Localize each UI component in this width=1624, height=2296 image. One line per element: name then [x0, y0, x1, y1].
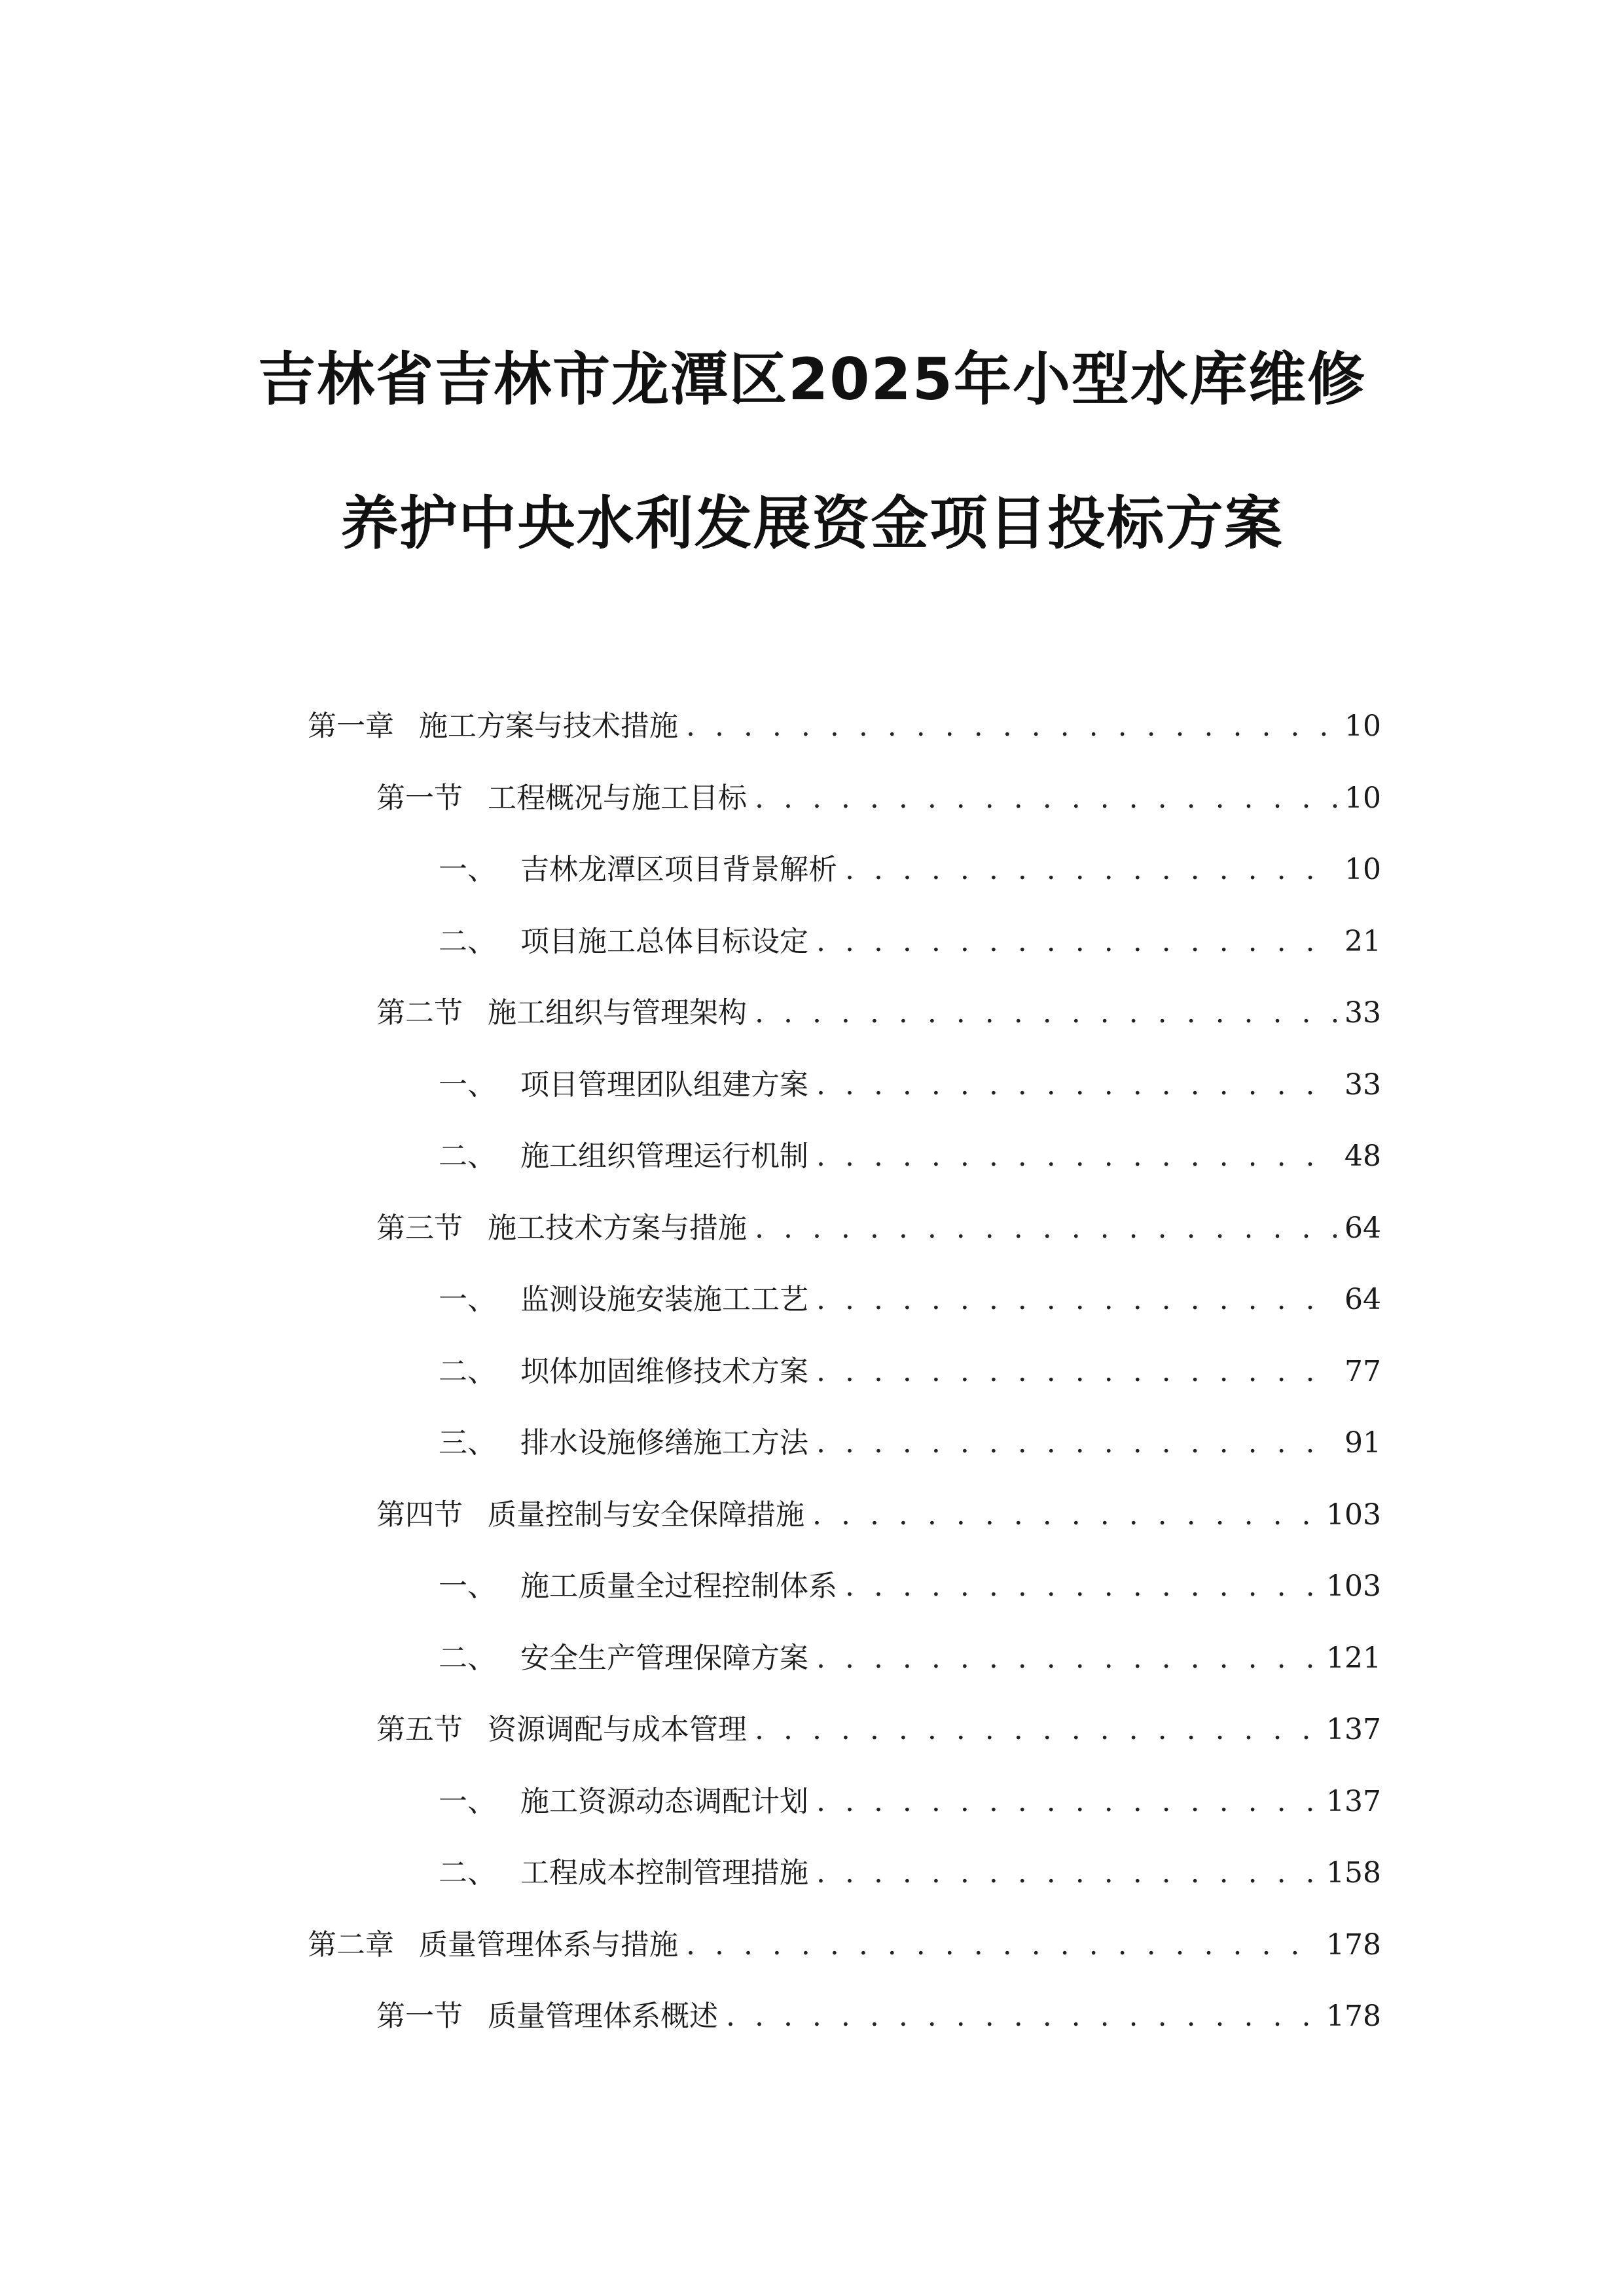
toc-entry-title: 排水设施修缮施工方法 — [520, 1426, 808, 1460]
toc-entry-prefix: 第三节 — [376, 1211, 463, 1245]
toc-entry-title: 质量管理体系与措施 — [419, 1928, 678, 1962]
toc-entry-title: 项目管理团队组建方案 — [520, 1067, 808, 1102]
toc-entry-page: 103 — [1326, 1498, 1381, 1532]
title-line-1: 吉林省吉林市龙潭区2025年小型水库维修 — [258, 346, 1366, 413]
toc-dot-leader — [816, 1766, 1318, 1838]
toc-dot-leader — [816, 1623, 1318, 1695]
toc-dot-leader — [755, 977, 1337, 1049]
toc-entry-page: 91 — [1344, 1426, 1381, 1460]
toc-entry-page: 178 — [1326, 2000, 1381, 2033]
toc-entry-title: 监测设施安装施工工艺 — [520, 1283, 808, 1316]
toc-entry-page: 33 — [1344, 1067, 1381, 1102]
toc-dot-leader — [816, 1407, 1337, 1479]
title-line-2: 养护中央水利发展资金项目投标方案 — [340, 490, 1284, 557]
toc-entry-prefix: 第二章 — [308, 1928, 394, 1962]
page-title — [0, 308, 1624, 596]
toc-entry-prefix: 一、 — [439, 1283, 496, 1316]
toc-entry-prefix: 一、 — [439, 1570, 496, 1603]
toc-entry-subsection[interactable] — [308, 1049, 1381, 1121]
toc-entry-prefix: 第一节 — [376, 781, 463, 815]
toc-dot-leader — [755, 1694, 1318, 1766]
toc-entry-title: 资源调配与成本管理 — [488, 1713, 747, 1746]
toc-entry-title: 质量控制与安全保障措施 — [488, 1498, 804, 1532]
toc-entry-prefix: 一、 — [439, 1784, 496, 1818]
toc-entry-prefix: 二、 — [439, 924, 496, 958]
toc-entry-subsection[interactable] — [308, 1336, 1381, 1408]
toc-entry-title: 坝体加固维修技术方案 — [520, 1354, 808, 1388]
toc-dot-leader — [726, 1981, 1318, 2053]
toc-entry-prefix: 二、 — [439, 1139, 496, 1173]
toc-entry-prefix: 第一节 — [376, 2000, 463, 2033]
toc-entry-page: 121 — [1326, 1641, 1381, 1675]
toc-entry-title: 安全生产管理保障方案 — [520, 1641, 808, 1675]
toc-entry-page: 158 — [1326, 1856, 1381, 1890]
toc-entry-subsection[interactable] — [308, 834, 1381, 906]
toc-entry-title: 施工质量全过程控制体系 — [520, 1570, 837, 1603]
toc-dot-leader — [816, 1837, 1318, 1909]
toc-dot-leader — [816, 1336, 1337, 1408]
toc-entry-chapter[interactable] — [308, 1909, 1381, 1981]
toc-entry-title: 项目施工总体目标设定 — [520, 924, 808, 958]
toc-dot-leader — [755, 1193, 1337, 1265]
toc-entry-page: 33 — [1344, 996, 1381, 1030]
toc-entry-title: 施工方案与技术措施 — [419, 709, 678, 743]
toc-entry-section[interactable] — [308, 1981, 1381, 2053]
toc-entry-title: 施工组织管理运行机制 — [520, 1139, 808, 1173]
toc-entry-section[interactable] — [308, 1479, 1381, 1551]
toc-dot-leader — [686, 1909, 1318, 1981]
toc-entry-title: 质量管理体系概述 — [488, 2000, 718, 2033]
toc-entry-subsection[interactable] — [308, 1121, 1381, 1193]
toc-entry-title: 施工技术方案与措施 — [488, 1211, 747, 1245]
toc-entry-prefix: 二、 — [439, 1641, 496, 1675]
toc-entry-prefix: 二、 — [439, 1354, 496, 1388]
toc-entry-subsection[interactable] — [308, 1407, 1381, 1479]
toc-entry-page: 77 — [1344, 1354, 1381, 1388]
toc-entry-page: 137 — [1326, 1713, 1381, 1746]
toc-entry-page: 10 — [1344, 853, 1381, 886]
toc-entry-prefix: 第四节 — [376, 1498, 463, 1532]
toc-entry-subsection[interactable] — [308, 1551, 1381, 1623]
toc-dot-leader — [816, 1049, 1337, 1121]
toc-entry-title: 施工资源动态调配计划 — [520, 1784, 808, 1818]
toc-dot-leader — [812, 1479, 1318, 1551]
toc-entry-page: 64 — [1344, 1283, 1381, 1316]
toc-entry-subsection[interactable] — [308, 1837, 1381, 1909]
toc-entry-title: 施工组织与管理架构 — [488, 996, 747, 1030]
toc-entry-chapter[interactable] — [308, 691, 1381, 762]
toc-entry-prefix: 二、 — [439, 1856, 496, 1890]
toc-entry-prefix: 一、 — [439, 1067, 496, 1102]
toc-entry-page: 10 — [1344, 709, 1381, 743]
toc-entry-title: 工程成本控制管理措施 — [520, 1856, 808, 1890]
toc-dot-leader — [816, 906, 1337, 978]
toc-entry-page: 137 — [1326, 1784, 1381, 1818]
toc-entry-title: 工程概况与施工目标 — [488, 781, 747, 815]
toc-dot-leader — [755, 762, 1337, 834]
toc-entry-page: 178 — [1326, 1928, 1381, 1962]
toc-entry-page: 21 — [1344, 924, 1381, 958]
toc-dot-leader — [686, 691, 1337, 762]
toc-entry-page: 64 — [1344, 1211, 1381, 1245]
toc-entry-page: 48 — [1344, 1139, 1381, 1173]
toc-entry-subsection[interactable] — [308, 906, 1381, 978]
toc-dot-leader — [845, 1551, 1318, 1623]
toc-entry-section[interactable] — [308, 977, 1381, 1049]
toc-entry-prefix: 三、 — [439, 1426, 496, 1460]
toc-entry-prefix: 一、 — [439, 853, 496, 886]
toc-entry-prefix: 第五节 — [376, 1713, 463, 1746]
toc-dot-leader — [816, 1264, 1337, 1336]
table-of-contents — [308, 691, 1381, 2053]
toc-entry-page: 10 — [1344, 781, 1381, 815]
toc-entry-section[interactable] — [308, 1694, 1381, 1766]
toc-dot-leader — [845, 834, 1337, 906]
toc-entry-prefix: 第二节 — [376, 996, 463, 1030]
toc-entry-page: 103 — [1326, 1570, 1381, 1603]
toc-entry-section[interactable] — [308, 1193, 1381, 1265]
toc-entry-prefix: 第一章 — [308, 709, 394, 743]
toc-entry-subsection[interactable] — [308, 1766, 1381, 1838]
toc-entry-section[interactable] — [308, 762, 1381, 834]
toc-dot-leader — [816, 1121, 1337, 1193]
toc-entry-subsection[interactable] — [308, 1623, 1381, 1695]
toc-entry-title: 吉林龙潭区项目背景解析 — [520, 853, 837, 886]
toc-entry-subsection[interactable] — [308, 1264, 1381, 1336]
